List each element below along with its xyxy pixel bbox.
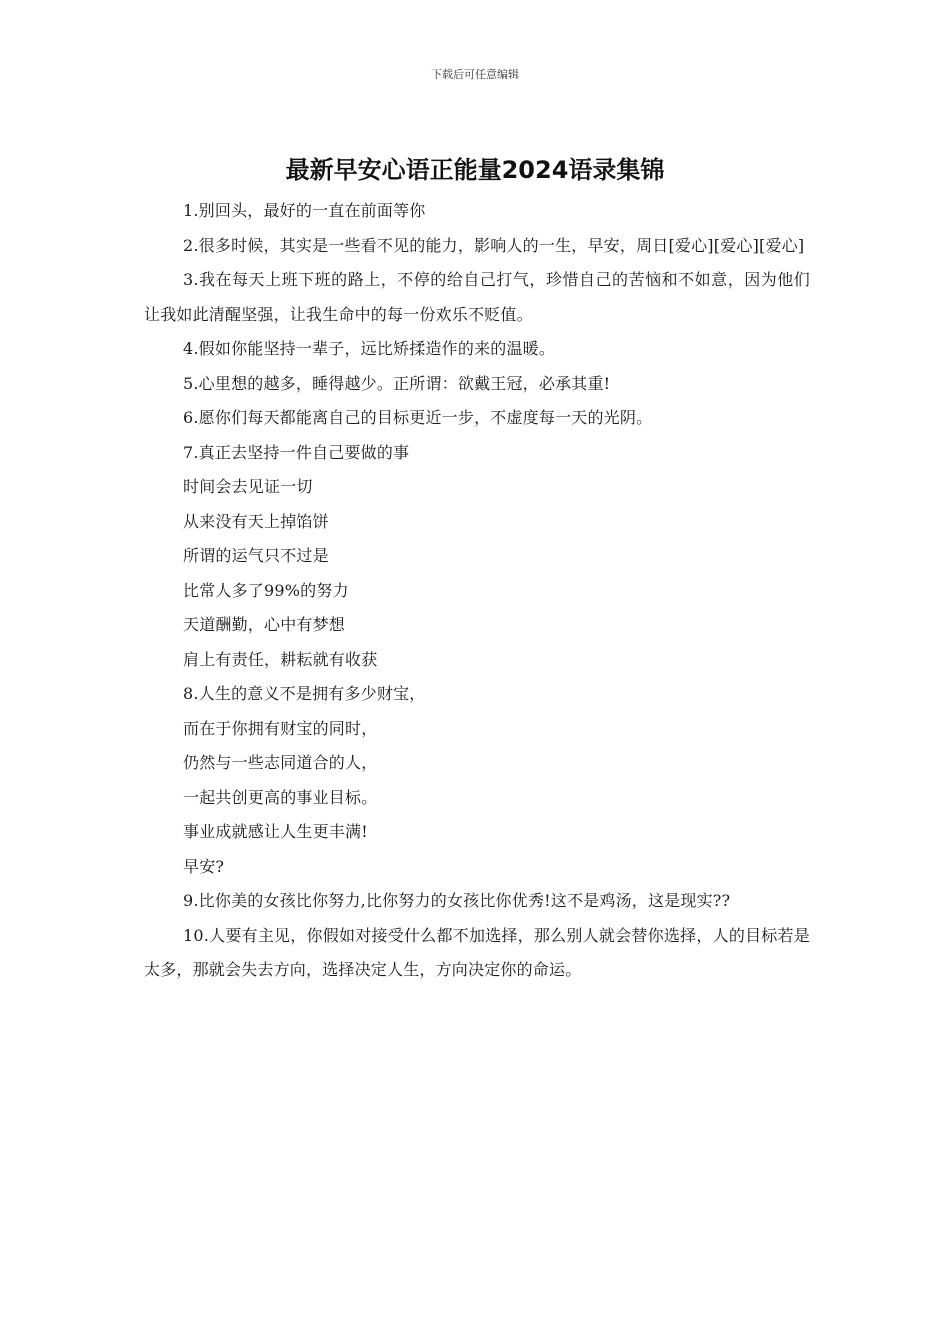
paragraph: 事业成就感让人生更丰满! [183, 822, 368, 841]
paragraph: 7.真正去坚持一件自己要做的事 [183, 442, 410, 462]
paragraph: 一起共创更高的事业目标。 [183, 787, 378, 807]
paragraph: 6.愿你们每天都能离自己的目标更近一步，不虚度每一天的光阴。 [183, 408, 653, 427]
paragraph: 而在于你拥有财宝的同时， [183, 718, 378, 738]
paragraph: 肩上有责任，耕耘就有收获 [183, 649, 378, 669]
paragraph: 8.人生的意义不是拥有多少财宝， [183, 684, 426, 703]
paragraph: 比常人多了99%的努力 [183, 580, 349, 600]
paragraph: 早安? [183, 856, 225, 876]
paragraph: 10.人要有主见，你假如对接受什么都不加选择，那么别人就会替你选择，人的目标若是太多，那就会失去方向，选择决定人生，方向决定你的命运。 [144, 925, 810, 979]
paragraph: 3.我在每天上班下班的路上，不停的给自己打气，珍惜自己的苦恼和不如意，因为他们让我如此清醒坚强，让我生命中的每一份欢乐不贬值。 [144, 270, 810, 324]
paragraph: 时间会去见证一切 [183, 477, 313, 496]
document-title: 最新早安心语正能量2024语录集锦 [285, 156, 665, 184]
paragraph: 1.别回头，最好的一直在前面等你 [183, 201, 426, 220]
paragraph: 9.比你美的女孩比你努力,比你努力的女孩比你优秀!这不是鸡汤，这是现实?? [183, 891, 731, 910]
paragraph: 天道酬勤，心中有梦想 [183, 615, 346, 634]
page-header: 下载后可任意编辑 [431, 68, 519, 81]
paragraph: 从来没有天上掉馅饼 [183, 511, 329, 531]
paragraph: 4.假如你能坚持一辈子，远比矫揉造作的来的温暖。 [183, 339, 556, 358]
paragraph: 2.很多时候，其实是一些看不见的能力，影响人的一生，早安，周日[爱心][爱心][爱心] [183, 235, 805, 255]
document-body [144, 194, 810, 988]
paragraph: 5.心里想的越多，睡得越少。正所谓：欲戴王冠，必承其重! [183, 373, 611, 393]
paragraph: 所谓的运气只不过是 [183, 546, 329, 565]
paragraph: 仍然与一些志同道合的人， [183, 753, 378, 772]
